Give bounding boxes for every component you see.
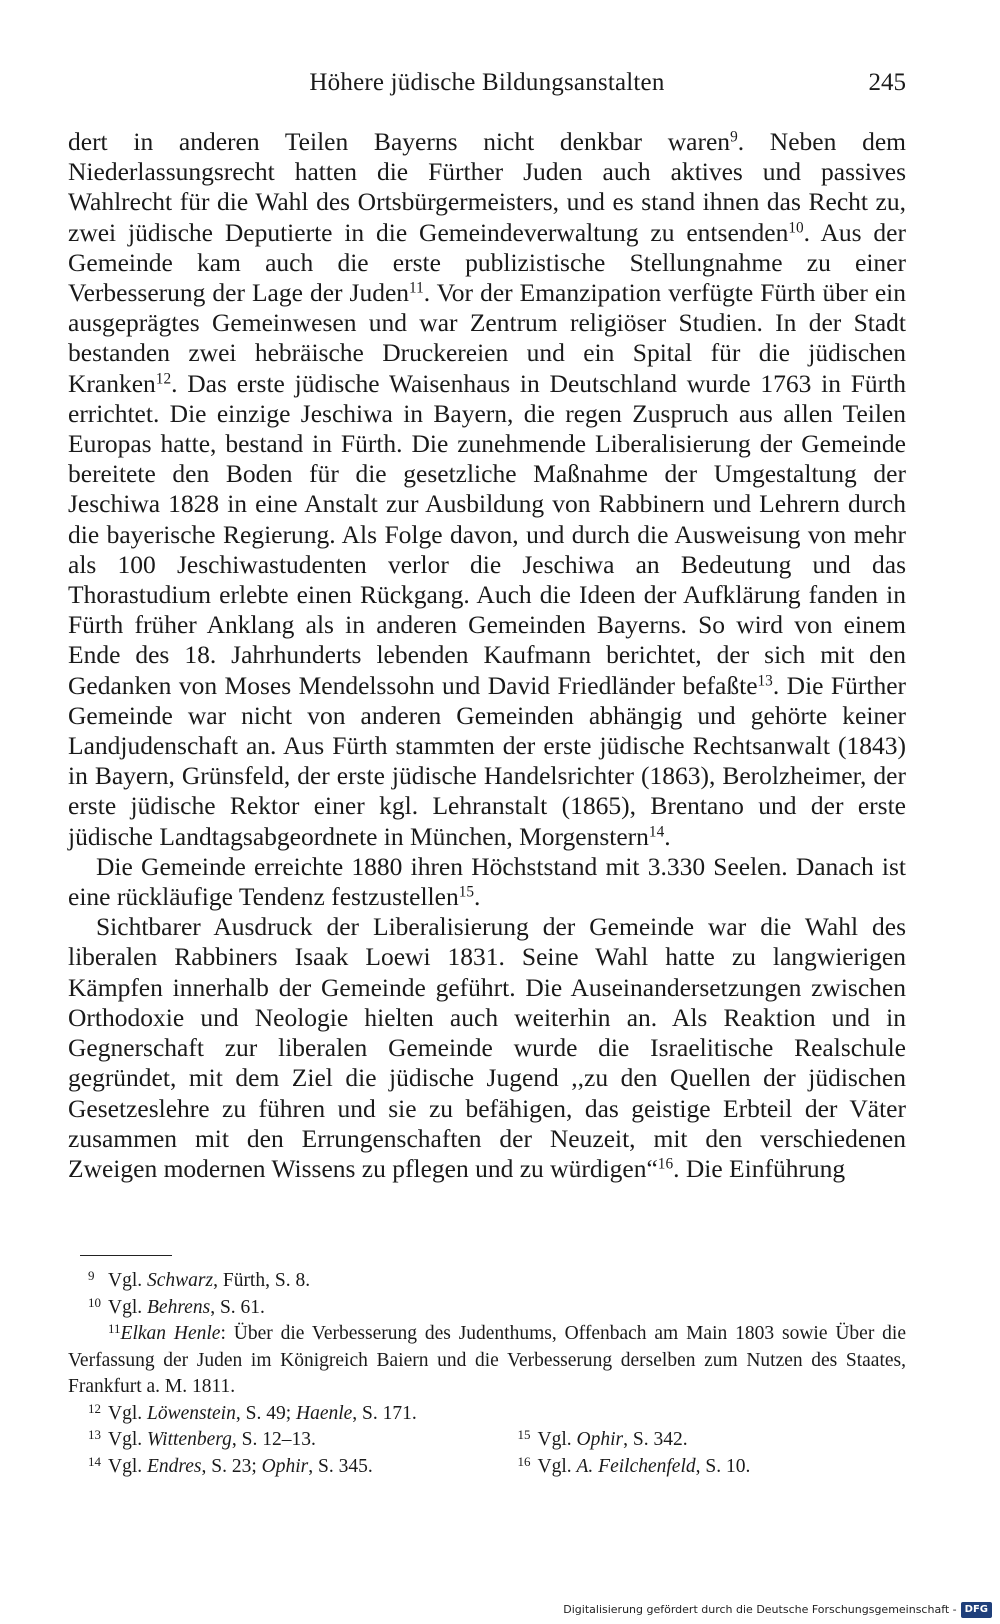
footnote-reference: 16 <box>657 1155 674 1173</box>
footnote-12: 12 Vgl. Löwenstein, S. 49; Haenle, S. 171. <box>88 1400 417 1424</box>
credit-text: Digitalisierung gefördert durch die Deutsche Forschungsgemeinschaft - <box>563 1603 957 1616</box>
footnote-row <box>68 1427 906 1454</box>
paragraph-3: Sichtbarer Ausdruck der Liberalisierung der Gemeinde war die Wahl des liberalen Rabbiners Isaak Loewi 1831. Seine Wahl hatte zu langwierigen Kämpfen innerhalb der Gemeinde geführt. Die Auseinandersetzungen zwischen Orthodoxie und Neologie hielten auch weiterhin an. Als Reaktion und in Gegnerschaft zur liberalen Gemeinde wurde die Israelitische Realschule gegründet, mit dem Ziel die jüdische Jugend ,,zu den Quellen der jüdischen Gesetzeslehre zu führen und sie zu befähigen, das geistige Erbteil der Väter zusammen mit den Errungenschaften der Neuzeit, mit den verschiedenen Zweigen modernen Wissens zu pflegen und zu würdigen“$^{16}$. Die Einführung <box>68 912 906 1183</box>
body-text <box>68 127 906 1184</box>
footnote-row <box>68 1454 906 1481</box>
running-head <box>68 66 906 100</box>
digitization-credit <box>563 1600 992 1620</box>
dfg-logo: DFG <box>961 1602 992 1618</box>
footnotes <box>68 1268 906 1480</box>
paragraph-2: Die Gemeinde erreichte 1880 ihren Höchststand mit 3.330 Seelen. Danach ist eine rückläufige Tendenz festzustellen$^{15}$. <box>68 851 906 912</box>
page-number: 245 <box>868 69 906 96</box>
footnote-reference: 11 <box>409 279 424 297</box>
footnote-reference: 13 <box>757 672 773 690</box>
footnote-10: 10 Vgl. Behrens, S. 61. <box>88 1294 265 1318</box>
footnote-reference: 14 <box>648 823 665 841</box>
footnote-14: 14 Vgl. Endres, S. 23; Ophir, S. 345. <box>88 1453 373 1477</box>
footnote-reference: 12 <box>155 370 172 388</box>
footnote-16: 16 Vgl. A. Feilchenfeld, S. 10. <box>517 1453 751 1477</box>
footnote-9: 9 Vgl. Schwarz, Fürth, S. 8. <box>88 1268 311 1291</box>
footnote-reference: 15 <box>458 883 474 901</box>
footnote-11: 11Elkan Henle: Über die Verbesserung des Judenthums, Offenbach am Main 1803 sowie Über die Verfassung der Juden im Königreich Baiern und die Verbesserung derselben zum Nutzen des Staates, Frankfurt a. M. 1811. <box>68 1321 907 1397</box>
footnote-15: 15 Vgl. Ophir, S. 342. <box>517 1427 688 1450</box>
paragraph-1: dert in anderen Teilen Bayerns nicht denkbar waren$^9$. Neben dem Niederlassungsrecht hatten die Fürther Juden auch aktives und passives Wahlrecht für die Wahl des Ortsbürgermeisters, und es stand ihnen das Recht zu, zwei jüdische Deputierte in die Gemeindeverwaltung zu entsenden$^{10}$. Aus der Gemeinde kam auch die erste publizistische Stellungnahme zu einer Verbesserung der Lage der Juden$^{11}$. Vor der Emanzipation verfügte Fürth über ein ausgeprägtes Gemeinwesen und war Zentrum religiöser Studien. In der Stadt bestanden zwei hebräische Druckereien und ein Spital für die jüdischen Kranken$^{12}$. Das erste jüdische Waisenhaus in Deutschland wurde 1763 in Fürth errichtet. Die einzige Jeschiwa in Bayern, die regen Zuspruch aus allen Teilen Europas hatte, bestand in Fürth. Die zunehmende Liberalisierung der Gemeinde bereitete den Boden für die gesetzliche Maßnahme der Umgestaltung der Jeschiwa 1828 in eine Anstalt zur Ausbildung von Rabbinern und Lehrern durch die bayerische Regierung. Als Folge davon, und durch die Ausweisung von mehr als 100 Jeschiwastudenten verlor die Jeschiwa an Bedeutung und das Thorastudium erlebte einen Rückgang. Auch die Ideen der Aufklärung fanden in Fürth früher Anklang als in anderen Gemeinden Bayerns. So wird von einem Ende des 18. Jahrhunderts lebenden Kaufmann berichtet, der sich mit den Gedanken von Moses Mendelssohn und David Friedländer befaßte$^{13}$. Die Fürther Gemeinde war nicht von anderen Gemeinden abhängig und gehörte keiner Landjudenschaft an. Aus Fürth stammten der erste jüdische Rechtsanwalt (1843) in Bayern, Grünsfeld, der erste jüdische Handelsrichter (1863), Berolzheimer, der erste jüdische Rektor einer kgl. Lehranstalt (1865), Brentano und der erste jüdische Landtagsabgeordnete in München, Morgenstern$^{14}$. <box>68 127 906 851</box>
footnote-rule <box>80 1255 172 1256</box>
running-title: Höhere jüdische Bildungsanstalten <box>309 69 665 96</box>
footnote-13: 13 Vgl. Wittenberg, S. 12–13. <box>88 1427 316 1450</box>
footnote-reference: 10 <box>788 219 804 237</box>
footnote-reference: 9 <box>730 128 738 146</box>
